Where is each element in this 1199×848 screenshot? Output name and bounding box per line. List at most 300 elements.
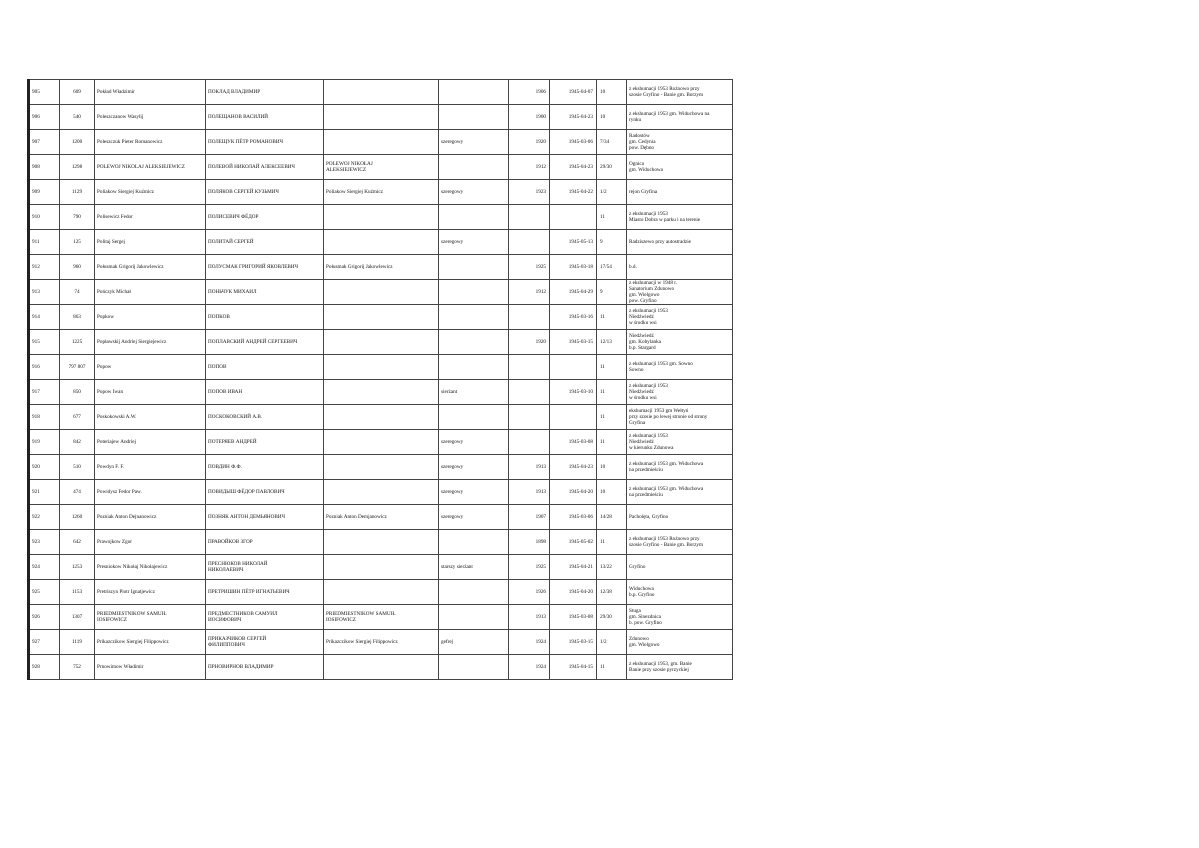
place-line: z ekshumacji w 1948 r.: [629, 280, 677, 286]
table-row: [29, 155, 733, 180]
cell-name-pl2: [324, 405, 439, 430]
cell-name-ru: ПОСКОКОВСКИЙ А.В.: [206, 405, 324, 430]
cell-nr: 928: [29, 655, 60, 680]
place-line: z ekshumacji 1953, gm. Banie: [629, 661, 692, 667]
cell-name-pl: Popow: [95, 355, 206, 380]
cell-date: 1945-03-10: [550, 380, 597, 405]
cell-nr: 922: [29, 505, 60, 530]
cell-nr: 909: [29, 180, 60, 205]
cell-quarter: 1/2: [597, 630, 627, 655]
cell-quarter: 14/28: [597, 505, 627, 530]
cell-rank: [439, 280, 509, 305]
place-line: Niedźwiedź: [629, 314, 654, 320]
cell-grave: 797 807: [60, 355, 95, 380]
cell-quarter: 10: [597, 455, 627, 480]
cell-name-ru: [206, 555, 324, 580]
cell-grave: 863: [60, 305, 95, 330]
cell-quarter: 11: [597, 405, 627, 430]
cell-name-ru: ПОЛИСЕВИЧ ФЁДОР: [206, 205, 324, 230]
cell-name-ru: ПОКЛАД ВЛАДИМИР: [206, 80, 324, 105]
cell-name-pl: Poliakow Siergiej Kuźmicz: [95, 180, 206, 205]
cell-place: [627, 655, 733, 680]
place-line: gm. Wielgowo: [629, 642, 660, 648]
cell-place: [627, 555, 733, 580]
cell-place: [627, 480, 733, 505]
cell-place: [627, 180, 733, 205]
place-line: w kierunku Zdunowa: [629, 445, 674, 451]
cell-name-pl: Pretriszyn Piotr Ignatjewicz: [95, 580, 206, 605]
cell-name-ru: ПОПОВ: [206, 355, 324, 380]
cell-rank: starszy sierżant: [439, 555, 509, 580]
cell-year: 1925: [509, 555, 550, 580]
cell-quarter: 11: [597, 205, 627, 230]
cell-nr: 917: [29, 380, 60, 405]
table-row: [29, 330, 733, 355]
place-line: Ognica: [629, 161, 644, 167]
table-row: [29, 305, 733, 330]
cell-place: [627, 305, 733, 330]
cell-name-ru: ПРНОВИРНОВ ВЛАДИМИР: [206, 655, 324, 680]
cell-year: 1900: [509, 105, 550, 130]
cell-line: IOSIFOWICZ: [97, 617, 127, 623]
cell-grave: 609: [60, 80, 95, 105]
cell-year: 1907: [509, 505, 550, 530]
place-line: rejon Gryfina: [629, 189, 658, 195]
cell-name-pl: Presniokow Nikołaj Nikołajewicz: [95, 555, 206, 580]
cell-grave: 74: [60, 280, 95, 305]
cell-date: 1945-05-13: [550, 230, 597, 255]
cell-nr: 921: [29, 480, 60, 505]
place-line: Miasto Dobra w parku i na terenie: [629, 217, 701, 223]
cell-date: [550, 355, 597, 380]
cell-name-ru: [206, 630, 324, 655]
cell-rank: [439, 105, 509, 130]
table-row: [29, 80, 733, 105]
place-line: Niedźwiedź: [629, 439, 654, 445]
place-line: z ekshumacji 1953 Rożnowo przy: [629, 86, 700, 92]
cell-grave: 125: [60, 230, 95, 255]
cell-nr: 920: [29, 455, 60, 480]
cell-place: [627, 355, 733, 380]
table-row: [29, 580, 733, 605]
cell-date: 1945-03-08: [550, 605, 597, 630]
place-line: Widuchowa: [629, 586, 654, 592]
place-line: b.d.: [629, 264, 637, 270]
cell-place: [627, 130, 733, 155]
cell-date: 1945-03-16: [550, 305, 597, 330]
cell-place: [627, 330, 733, 355]
table-row: [29, 380, 733, 405]
place-line: gm. Cedynia: [629, 139, 656, 145]
cell-date: 1945-04-23: [550, 455, 597, 480]
burial-register-table: [27, 79, 733, 680]
cell-date: 1945-05-02: [550, 530, 597, 555]
cell-nr: 908: [29, 155, 60, 180]
place-line: w środku wsi: [629, 395, 657, 401]
cell-name-pl: [95, 605, 206, 630]
place-line: Gryfino: [629, 564, 646, 570]
cell-grave: 1119: [60, 630, 95, 655]
cell-rank: [439, 305, 509, 330]
cell-name-pl: Politaj Sergej: [95, 230, 206, 255]
cell-grave: 1253: [60, 555, 95, 580]
cell-line: НИКОЛАЕВИЧ: [208, 567, 244, 573]
cell-date: 1945-04-15: [550, 655, 597, 680]
cell-name-pl: Prawojkow Zgor: [95, 530, 206, 555]
cell-place: [627, 630, 733, 655]
cell-name-pl2: [324, 605, 439, 630]
cell-name-pl2: [324, 480, 439, 505]
cell-nr: 926: [29, 605, 60, 630]
cell-year: 1924: [509, 655, 550, 680]
cell-name-pl: Poteriajew Andriej: [95, 430, 206, 455]
cell-place: [627, 405, 733, 430]
cell-name-pl2: [324, 555, 439, 580]
cell-year: 1912: [509, 155, 550, 180]
cell-year: [509, 230, 550, 255]
cell-date: 1945-04-20: [550, 480, 597, 505]
place-line: gm. Widuchowa: [629, 167, 663, 173]
cell-grave: 510: [60, 455, 95, 480]
cell-nr: 905: [29, 80, 60, 105]
cell-quarter: 11: [597, 430, 627, 455]
cell-grave: 540: [60, 105, 95, 130]
cell-rank: [439, 405, 509, 430]
cell-place: [627, 505, 733, 530]
cell-rank: [439, 355, 509, 380]
cell-rank: [439, 80, 509, 105]
cell-quarter: 10: [597, 105, 627, 130]
cell-name-pl2: [324, 155, 439, 180]
cell-quarter: 11: [597, 530, 627, 555]
cell-quarter: 9: [597, 230, 627, 255]
cell-grave: 850: [60, 380, 95, 405]
cell-quarter: 11: [597, 655, 627, 680]
table-row: [29, 130, 733, 155]
cell-rank: gefrej: [439, 630, 509, 655]
cell-quarter: 17/54: [597, 255, 627, 280]
place-line: szosie Gryfino - Banie gm. Borzym: [629, 542, 704, 548]
cell-grave: 752: [60, 655, 95, 680]
cell-year: [509, 380, 550, 405]
cell-line: ФИЛИППОВИЧ: [208, 642, 245, 648]
cell-year: 1925: [509, 255, 550, 280]
cell-quarter: 11: [597, 355, 627, 380]
cell-quarter: 11: [597, 305, 627, 330]
cell-name-pl: Powdyn F. F.: [95, 455, 206, 480]
cell-name-pl: Pozniak Anton Dejnanowicz: [95, 505, 206, 530]
cell-place: [627, 530, 733, 555]
cell-name-pl2: [324, 430, 439, 455]
cell-line: ПРЕДМЕСТНИКОВ САМУИЛ: [208, 611, 278, 617]
cell-name-pl: Poleszczuk Pieter Romanowicz: [95, 130, 206, 155]
cell-name-pl2: [324, 380, 439, 405]
place-line: Radziszewo przy autostradzie: [629, 239, 691, 245]
cell-name-pl: Popow Iwan: [95, 380, 206, 405]
cell-name-pl2: Pozniak Anton Demjanowicz: [324, 505, 439, 530]
table-row: [29, 430, 733, 455]
cell-quarter: 7/34: [597, 130, 627, 155]
cell-name-pl2: [324, 280, 439, 305]
cell-line: PRIEDMIESTNIKOW SAMUIŁ: [326, 611, 396, 617]
cell-date: 1945-04-23: [550, 105, 597, 130]
cell-name-pl: Powidysz Fedor Paw.: [95, 480, 206, 505]
cell-date: 1945-04-23: [550, 155, 597, 180]
cell-place: [627, 155, 733, 180]
cell-name-pl: Poskokowski A.W.: [95, 405, 206, 430]
cell-name-ru: ПОПЛАВСКИЙ АНДРЕЙ СЕРГЕЕВИЧ: [206, 330, 324, 355]
cell-name-pl: Prikazczikow Siergiej Filippowicz: [95, 630, 206, 655]
cell-date: [550, 205, 597, 230]
cell-grave: 1129: [60, 180, 95, 205]
cell-year: 1924: [509, 630, 550, 655]
cell-place: [627, 205, 733, 230]
cell-name-pl2: [324, 530, 439, 555]
cell-nr: 924: [29, 555, 60, 580]
cell-place: [627, 230, 733, 255]
table-row: [29, 505, 733, 530]
table-row: [29, 205, 733, 230]
place-line: b.p. Stargard: [629, 345, 656, 351]
cell-name-pl: Poleszczanow Wasylij: [95, 105, 206, 130]
cell-name-pl2: [324, 305, 439, 330]
cell-place: [627, 430, 733, 455]
table-row: [29, 355, 733, 380]
cell-date: 1945-04-07: [550, 80, 597, 105]
cell-name-ru: [206, 605, 324, 630]
place-line: z ekshumacji 1953 Rożnowo przy: [629, 536, 700, 542]
table-row: [29, 455, 733, 480]
place-line: gm. Kobylanka: [629, 339, 661, 345]
cell-name-pl: Polisewicz Fedor: [95, 205, 206, 230]
cell-nr: 923: [29, 530, 60, 555]
cell-date: [550, 405, 597, 430]
place-line: z ekshumacji 1953 gm. Widuchowa na: [629, 111, 710, 117]
cell-name-pl2: [324, 455, 439, 480]
cell-quarter: 10: [597, 480, 627, 505]
place-line: z ekshumacji 1953 gm. Sowno: [629, 361, 693, 367]
cell-year: 1926: [509, 580, 550, 605]
cell-place: [627, 105, 733, 130]
cell-year: [509, 355, 550, 380]
cell-name-pl2: Poliakow Siergiej Kuźmicz: [324, 180, 439, 205]
cell-name-pl2: [324, 130, 439, 155]
cell-name-ru: ПОЛЯКОВ СЕРГЕЙ КУЗЬМИЧ: [206, 180, 324, 205]
cell-date: 1945-03-06: [550, 505, 597, 530]
cell-nr: 906: [29, 105, 60, 130]
place-line: Zdunowo: [629, 636, 649, 642]
cell-name-ru: ПОТЕРЯЕВ АНДРЕЙ: [206, 430, 324, 455]
cell-line: PRIEDMIESTNIKOW SAMUIŁ: [97, 611, 167, 617]
place-line: z ekshumacji 1953 gm. Widuchowa: [629, 461, 704, 467]
cell-quarter: 29/30: [597, 155, 627, 180]
table-row: [29, 180, 733, 205]
place-line: rynku: [629, 117, 642, 123]
cell-name-pl: Popławskij Andriej Siergiejewicz: [95, 330, 206, 355]
cell-year: 1920: [509, 130, 550, 155]
table-row: [29, 555, 733, 580]
cell-quarter: 1/2: [597, 180, 627, 205]
cell-quarter: 13/22: [597, 555, 627, 580]
cell-place: [627, 255, 733, 280]
cell-grave: 474: [60, 480, 95, 505]
cell-date: 1945-04-29: [550, 280, 597, 305]
place-line: z ekshumacji 1953 gm. Widuchowa: [629, 486, 704, 492]
cell-name-ru: ПОЛЕЩАНОВ ВАСИЛИЙ: [206, 105, 324, 130]
cell-rank: szeregowy: [439, 455, 509, 480]
cell-nr: 907: [29, 130, 60, 155]
cell-nr: 918: [29, 405, 60, 430]
cell-name-ru: ПОЛИТАЙ СЕРГЕЙ: [206, 230, 324, 255]
cell-nr: 910: [29, 205, 60, 230]
cell-grave: 677: [60, 405, 95, 430]
cell-year: [509, 430, 550, 455]
table-row: [29, 530, 733, 555]
cell-line: ПРИКАЗЧИКОВ СЕРГЕЙ: [208, 636, 267, 642]
cell-year: 1913: [509, 605, 550, 630]
place-line: Niedźwiedź: [629, 389, 654, 395]
cell-place: [627, 280, 733, 305]
cell-name-ru: ПОПКОВ: [206, 305, 324, 330]
cell-date: 1945-03-18: [550, 255, 597, 280]
cell-rank: [439, 155, 509, 180]
place-line: Sanatorium Zdunowo: [629, 286, 675, 292]
cell-grave: 842: [60, 430, 95, 455]
place-line: Banie przy szosie pyrzyckiej: [629, 667, 689, 673]
cell-name-ru: ПОПОВ ИВАН: [206, 380, 324, 405]
cell-name-ru: ПРАВОЙКОВ ЗГОР: [206, 530, 324, 555]
cell-name-ru: ПОНЬЧУК МИХАИЛ: [206, 280, 324, 305]
cell-rank: szeregowy: [439, 130, 509, 155]
cell-year: [509, 205, 550, 230]
cell-date: 1945-03-08: [550, 430, 597, 455]
cell-name-pl2: Prikazczikow Siergiej Filippowicz: [324, 630, 439, 655]
cell-name-pl2: [324, 80, 439, 105]
cell-quarter: 9: [597, 280, 627, 305]
cell-line: ALEKSIEJEWICZ: [326, 167, 367, 173]
cell-grave: 1153: [60, 580, 95, 605]
table-row: [29, 280, 733, 305]
cell-rank: szeregowy: [439, 180, 509, 205]
cell-year: 1906: [509, 80, 550, 105]
place-line: z ekshumacji 1953: [629, 211, 668, 217]
table-row: [29, 480, 733, 505]
cell-date: 1945-04-20: [550, 580, 597, 605]
table-row: [29, 105, 733, 130]
place-line: przy szosie po lewej stronie od strony: [629, 414, 708, 420]
cell-name-pl: Pokład Władzimir: [95, 80, 206, 105]
cell-year: 1920: [509, 330, 550, 355]
cell-rank: szeregowy: [439, 230, 509, 255]
cell-quarter: 10: [597, 80, 627, 105]
cell-line: IOSIFOWICZ: [326, 617, 356, 623]
cell-line: ПРЕСНЮКОВ НИКОЛАЙ: [208, 561, 268, 567]
cell-rank: szeregowy: [439, 505, 509, 530]
place-line: Sowno: [629, 367, 644, 373]
cell-grave: 1298: [60, 155, 95, 180]
place-line: z ekshumacji 1953: [629, 383, 668, 389]
cell-rank: [439, 205, 509, 230]
table-row: [29, 655, 733, 680]
cell-date: 1945-03-15: [550, 630, 597, 655]
cell-rank: [439, 580, 509, 605]
place-line: b.p. Gryfino: [629, 592, 655, 598]
table-row: [29, 230, 733, 255]
cell-nr: 914: [29, 305, 60, 330]
cell-name-ru: ПОВИДЫШ ФЁДОР ПАВЛОВИЧ: [206, 480, 324, 505]
place-line: gm. Wielgowo: [629, 292, 660, 298]
cell-nr: 927: [29, 630, 60, 655]
place-line: gm. Sinezdnica: [629, 614, 661, 620]
cell-name-ru: ПОЛЕВОЙ НИКОЛАЙ АЛЕКСЕЕВИЧ: [206, 155, 324, 180]
cell-name-pl2: [324, 230, 439, 255]
place-line: w środku wsi: [629, 320, 657, 326]
cell-quarter: 12/38: [597, 580, 627, 605]
table-row: [29, 605, 733, 630]
cell-name-ru: ПРЕТРИШИН ПЁТР ИГНАТЬЕВИЧ: [206, 580, 324, 605]
cell-name-ru: ПОВДИН Ф.Ф.: [206, 455, 324, 480]
cell-quarter: 11: [597, 380, 627, 405]
cell-grave: 960: [60, 255, 95, 280]
place-line: na przedmieściu: [629, 467, 663, 473]
cell-name-pl2: [324, 655, 439, 680]
place-line: pow. Dębno: [629, 145, 655, 151]
cell-name-pl2: Połusmak Grigorij Jakowlewicz: [324, 255, 439, 280]
cell-year: 1913: [509, 455, 550, 480]
cell-nr: 919: [29, 430, 60, 455]
cell-name-pl2: [324, 355, 439, 380]
place-line: szosie Gryfino - Banie gm. Borzym: [629, 92, 704, 98]
cell-nr: 925: [29, 580, 60, 605]
place-line: b. pow. Gryfino: [629, 620, 662, 626]
cell-grave: 1260: [60, 505, 95, 530]
cell-name-ru: ПОЛЕЩУК ПЁТР РОМАНОВИЧ: [206, 130, 324, 155]
cell-name-pl: Pończyk Michał: [95, 280, 206, 305]
cell-date: 1945-03-06: [550, 130, 597, 155]
cell-place: [627, 80, 733, 105]
cell-name-ru: ПОЗНЯК АНТОН ДЕМЬЯНОВИЧ: [206, 505, 324, 530]
cell-grave: 1200: [60, 130, 95, 155]
cell-name-pl: POLEWOJ NIKOLAJ ALEKSIEJEWICZ: [95, 155, 206, 180]
cell-rank: [439, 255, 509, 280]
cell-name-pl2: [324, 580, 439, 605]
cell-rank: szeregowy: [439, 430, 509, 455]
cell-place: [627, 380, 733, 405]
cell-year: 1923: [509, 180, 550, 205]
cell-quarter: 29/30: [597, 605, 627, 630]
table-row: [29, 405, 733, 430]
cell-place: [627, 455, 733, 480]
cell-nr: 911: [29, 230, 60, 255]
place-line: z ekshumacji 1953: [629, 433, 668, 439]
cell-year: 1913: [509, 480, 550, 505]
place-line: na przedmieściu: [629, 492, 663, 498]
cell-name-pl: Popkow: [95, 305, 206, 330]
cell-line: ИОСИФОВИЧ: [208, 617, 242, 623]
cell-rank: [439, 330, 509, 355]
cell-nr: 916: [29, 355, 60, 380]
table-row: [29, 630, 733, 655]
cell-grave: 790: [60, 205, 95, 230]
cell-grave: 642: [60, 530, 95, 555]
cell-nr: 915: [29, 330, 60, 355]
cell-rank: sierżant: [439, 380, 509, 405]
cell-date: 1945-04-21: [550, 555, 597, 580]
cell-rank: [439, 530, 509, 555]
place-line: ekshumacji 1953 gm Wełtyń: [629, 408, 689, 414]
cell-name-pl2: [324, 105, 439, 130]
cell-name-ru: ПОЛУСМАК ГРИГОРИЙ ЯКОВЛЕВИЧ: [206, 255, 324, 280]
